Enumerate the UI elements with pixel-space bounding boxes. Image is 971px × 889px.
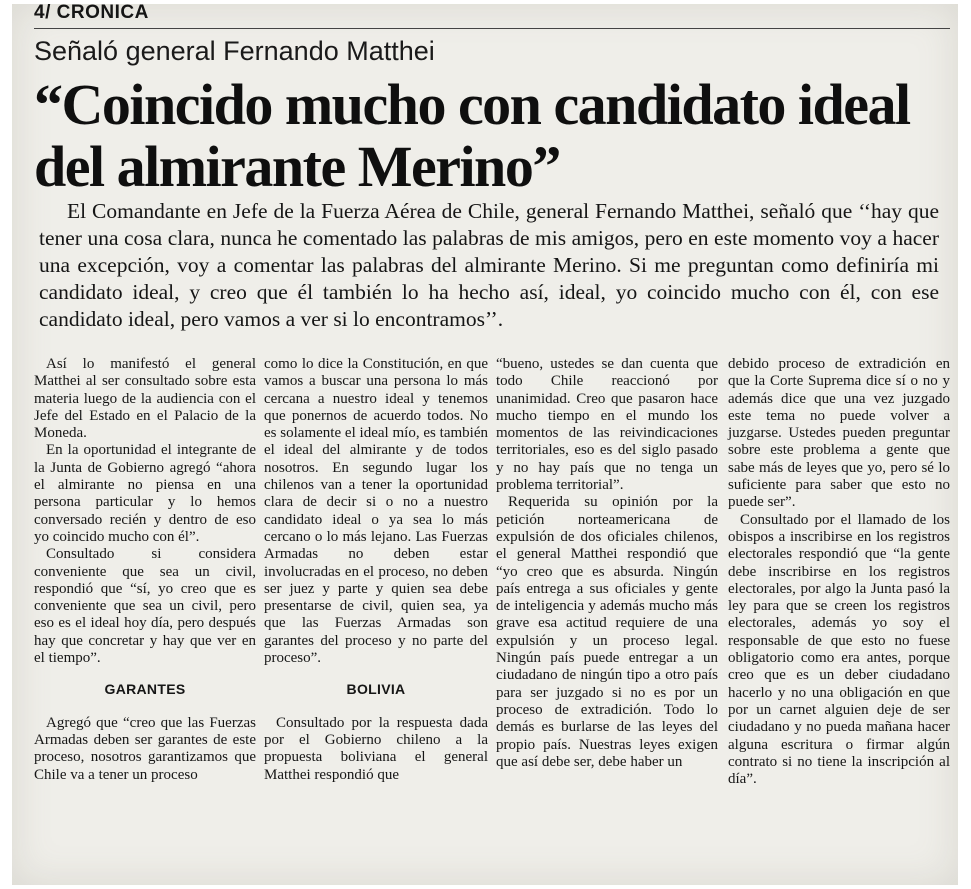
article-column-1 [34,356,256,784]
paragraph: Agregó que “creo que las Fuerzas Armadas deben ser garantes de este proceso, nosotros garantizamos que Chile va a tener un proceso [34,714,256,783]
section-label: 4/ CRONICA [34,4,149,23]
paragraph: En la oportunidad el integrante de la Junta de Gobierno agregó “ahora el almirante no piensa en una persona particular y lo hemos conversado recién y dentro de eso yo coincido mucho con él”. [34,442,256,545]
paragraph: Consultado por el llamado de los obispos a inscribirse en los registros electorales respondió que “la gente debe inscribirse en los registros electorales, por algo la Junta pasó la ley para que se creen los registros electorales, además yo soy el responsable de que esto no fuese obligatorio como era antes, porque creo que es un deber ciudadano hacerlo y no una obligación en que por un carnet alguien deje de ser ciudadano y no pueda mañana hacer alguna escritura o firmar algún contrato si no tiene la inscripción al día”. [728,511,950,788]
paragraph: Consultado por la respuesta dada por el Gobierno chileno a la propuesta boliviana el general Matthei respondió que [264,714,488,783]
paragraph: debido proceso de extradición en que la Corte Suprema dice sí o no y además dice que una vez juzgado este tema no puede volver a juzgarse. Ustedes pueden preguntar sobre este problema a gente que sabe más de leyes que yo, pero sé lo suficiente para saber que esto no puede ser”. [728,356,950,511]
article-column-4 [728,356,950,788]
paragraph: “bueno, ustedes se dan cuenta que todo Chile reaccionó por unanimidad. Creo que pasaron hace mucho tiempo en el mundo los momentos de las reivindicaciones territoriales, eso es del siglo pasado y no hay país que no tenga un problema territorial”. [496,356,718,494]
newspaper-clipping [12,4,958,885]
paragraph: Así lo manifestó el general Matthei al ser consultado sobre esta materia luego de la audiencia con el Jefe del Estado en el Palacio de la Moneda. [34,356,256,442]
paragraph: como lo dice la Constitución, en que vamos a buscar una persona lo más cercana a nuestro ideal y tenemos que ponernos de acuerdo todos. No es solamente el ideal mío, es también el ideal del almirante y de todos nosotros. En segundo lugar los chilenos van a tener la oportunidad clara de decir si o no a nuestro candidato ideal o ya sea lo más cercano o lo más lejano. Las Fuerzas Armadas no deben estar involucradas en el proceso, no deben ser juez y parte y quien sea debe presentarse de civil, quien sea, ya que las Fuerzas Armadas son garantes del proceso y no parte del proceso”. [264,356,488,667]
headline: “Coincido mucho con candidato ideal del almirante Merino” [34,72,910,199]
article-column-3 [496,356,718,771]
subhead-bolivia: BOLIVIA [346,681,406,698]
article-column-2 [264,356,488,784]
kicker: Señaló general Fernando Matthei [34,36,435,66]
header-rule [34,28,950,29]
paragraph: Requerida su opinión por la petición norteamericana de expulsión de dos oficiales chilenos, el general Matthei respondió que “yo creo que es absurda. Ningún país entrega a sus oficiales y gente de inteligencia y además mucho más grave esa actitud requiere de una expulsión y un proceso legal. Ningún país puede entregar a un ciudadano de ningún tipo a otro país para ser juzgado si no es por un proceso de extradición. Todo lo demás es burlarse de las leyes del propio país. Nuestras leyes exigen que así debe ser, debe haber un [496,494,718,770]
paragraph: Consultado si considera conveniente que sea un civil, respondió que “sí, yo creo que es conveniente que sea un civil, pero eso es el ideal hoy día, pero después hay que concretar y hay que ver en el tiempo”. [34,546,256,667]
subhead-garantes: GARANTES [104,681,186,698]
lede-paragraph: El Comandante en Jefe de la Fuerza Aérea de Chile, general Fernando Matthei, señaló que ‘‘hay que tener una cosa clara, nunca he comentado las palabras de mis amigos, pero en este momento voy a hacer una excepción, voy a comentar las palabras del almirante Merino. Si me preguntan como definiría mi candidato ideal, y creo que él también lo ha hecho así, ideal, yo coincido mucho con él, con ese candidato ideal, pero vamos a ver si lo encontramos’’. [39,199,939,331]
